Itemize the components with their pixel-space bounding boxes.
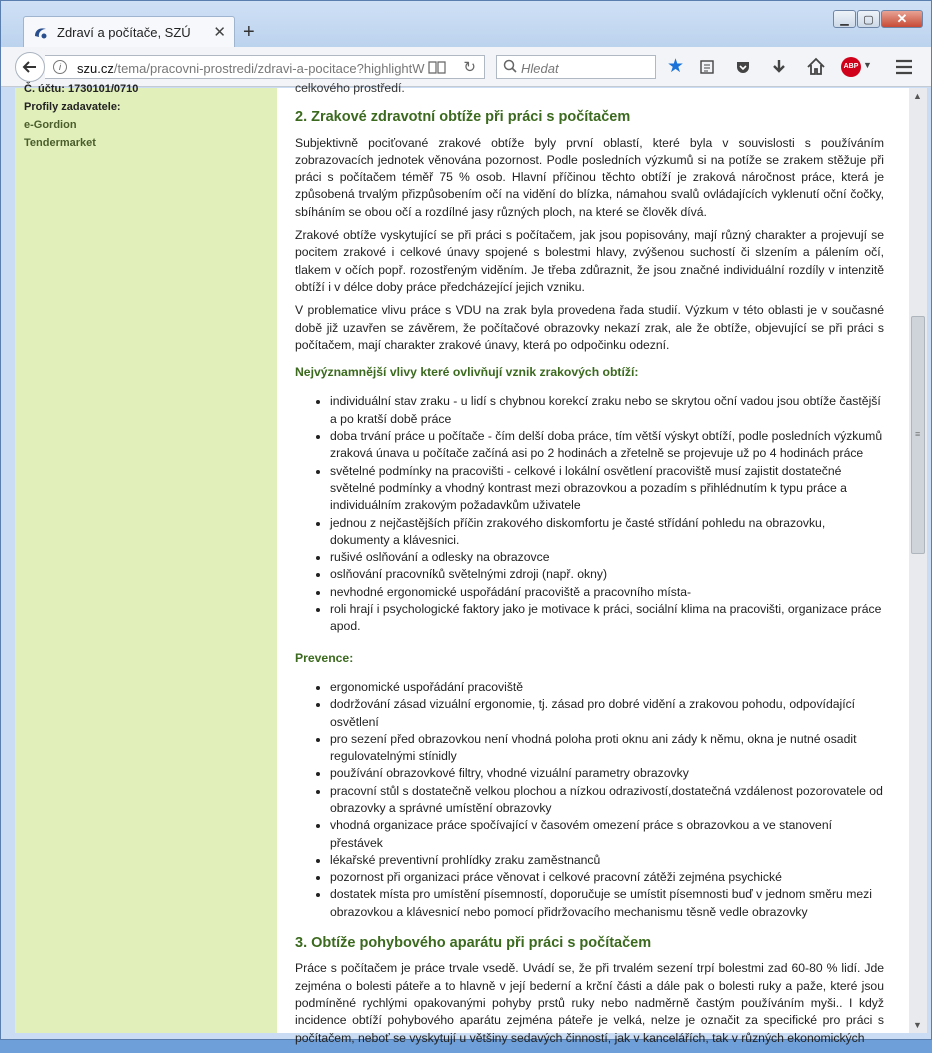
url-bar[interactable]	[45, 55, 485, 79]
web-page	[15, 81, 909, 1045]
list-item: • pozornost při organizaci práce věnovat i celkové pracovní zátěži zejména psychické	[330, 869, 884, 886]
back-button[interactable]	[15, 52, 45, 82]
list-item: • dodržování zásad vizuální ergonomie, tj. zásad pro dobré vidění a zrakovou pohodu, odpovídající osvětlení	[330, 696, 884, 731]
szu-favicon-icon	[33, 25, 49, 41]
sidebar-link-tendermarket[interactable]: Tendermarket	[24, 137, 96, 149]
window-controls	[832, 10, 923, 28]
account-number: Č. účtu: 1730101/0710	[24, 83, 139, 95]
paragraph-1: Subjektivně pociťované zrakové obtíže byly první oblastí, které byla v souvislosti s používáním zobrazovacích jednotek věnována pozornost. Podle posledních výzkumů si na potíže se zrakem stěžuje při práci s počítačem téměř 75 % osob. Hlavní příčinou těchto obtíží je zraková náročnost práce, která je způsobená trvalým přizpůsobením očí na vidění do blízka, námahou svalů ovládajících vyklenutí oční čočky, sbíháním se obou očí a rozdílné jasy různých ploch, na které se člověk dívá.	[295, 135, 884, 219]
scroll-down-icon[interactable]: ▼	[913, 1020, 922, 1030]
download-icon[interactable]	[771, 59, 787, 75]
close-tab-icon[interactable]: ✕	[213, 24, 226, 41]
influences-list	[330, 393, 884, 635]
url-text[interactable]	[77, 61, 425, 76]
list-item: • pro sezení před obrazovkou není vhodná poloha proti oknu ani zády k němu, okna je nutné osadit regulovatelnými stínidly	[330, 731, 884, 766]
list-item: • doba trvání práce u počítače - čím delší doba práce, tím větší výskyt obtíží, podle posledních výzkumů zraková únava u počítače začíná asi po 2 hodinách a zřetelně se projevuje už po 4 hodinách práce	[330, 428, 884, 463]
search-icon	[503, 59, 517, 73]
heading-musculoskeletal: 3. Obtíže pohybového aparátu při práci s počítačem	[295, 935, 652, 952]
minimize-button[interactable]: ▁	[833, 10, 856, 28]
url-path: /tema/pracovni-prostredi/zdravi-a-pocitace?highlightW	[113, 61, 425, 76]
list-item: • pracovní stůl s dostatečně velkou plochou a nízkou odrazivostí,dostatečná vzdálenost pozorovatele od obrazovky a správné umístění obrazovky	[330, 783, 884, 818]
list-item: • roli hrají i psychologické faktory jako je motivace k práci, sociální klima na pracovišti, organizace práce apod.	[330, 601, 884, 636]
bookmark-star-icon[interactable]: ★	[667, 56, 685, 77]
menu-hamburger-icon[interactable]	[895, 59, 913, 75]
cut-off-text: celkového prostředí.	[295, 81, 405, 95]
heading-visual-problems: 2. Zrakové zdravotní obtíže při práci s počítačem	[295, 109, 631, 126]
subheading-influences: Nejvýznamnější vlivy které ovlivňují vznik zrakových obtíží:	[295, 365, 639, 380]
maximize-button[interactable]: ▢	[857, 10, 880, 28]
site-info-icon[interactable]: i	[53, 60, 67, 74]
url-domain: szu.cz	[77, 61, 114, 76]
list-item: • jednou z nejčastějších příčin zrakového diskomfortu je časté střídání pohledu na obrazovku, dokumenty a klávesnici.	[330, 515, 884, 550]
grip-icon: ≡	[915, 429, 921, 439]
new-tab-button[interactable]: +	[243, 21, 255, 43]
list-item: • světelné podmínky na pracovišti - celkové i lokální osvětlení pracoviště musí zajistit dostatečné světelné podmínky a vhodný kontrast mezi obrazovkou a pozadím s přihlédnutím k typu práce a individuálním zrakovým požadavkům uživatele	[330, 463, 884, 515]
home-icon[interactable]	[807, 58, 825, 75]
scrollbar-thumb[interactable]	[911, 316, 925, 554]
list-item: • nevhodné ergonomické uspořádání pracoviště a pracovního místa-	[330, 584, 884, 601]
back-arrow-icon	[22, 59, 38, 75]
tab-active[interactable]	[23, 16, 235, 48]
list-item: • vhodná organizace práce spočívající v časovém omezení práce s obrazovkou a ve stanovení přestávek	[330, 817, 884, 852]
main-content	[295, 80, 884, 1053]
reload-icon[interactable]: ↻	[463, 59, 476, 76]
title-bar	[1, 1, 931, 47]
adblock-icon[interactable]: ABP	[841, 57, 861, 77]
subheading-prevention: Prevence:	[295, 650, 354, 665]
list-item: • ergonomické uspořádání pracoviště	[330, 679, 884, 696]
left-sidebar	[15, 83, 277, 1033]
paragraph-2: Zrakové obtíže vyskytující se při práci s počítačem, jak jsou popisovány, mají různý charakter a projevují se pocitem zrakové i celkové únavy spojené s bolestmi hlavy, zvýšenou suchostí či slzením a pálením očí, tlakem v očích popř. rozostřeným viděním. Je třeba zdůraznit, že jsou značné individuální rozdíly v intenzitě obtíží i v délce doby práce předcházející jejich vzniku.	[295, 228, 884, 294]
sidebar-link-egordion[interactable]: e-Gordion	[24, 119, 77, 131]
search-placeholder: Hledat	[521, 61, 559, 76]
list-item: • používání obrazovkové filtry, vhodné vizuální parametry obrazovky	[330, 765, 884, 782]
tab-title: Zdraví a počítače, SZÚ	[57, 25, 191, 40]
list-item: • oslňování pracovníků světelnými zdroji (např. okny)	[330, 566, 884, 583]
close-window-button[interactable]: ✕	[881, 10, 923, 28]
list-item: • dostatek místa pro umístění písemností, doporučuje se umístit písemnosti buď v jednom směru mezi obrazovkou a klávesnicí nebo pomocí přidržovacího mechanismu těsně vedle obrazovky	[330, 886, 884, 921]
paragraph-3: V problematice vlivu práce s VDU na zrak byla provedena řada studií. Výzkum v této oblasti je v současné době již uzavřen se závěrem, že počítačové obrazovky nekazí zrak, ale že obtíže, objevující se při práci s počítačem, mají charakter zrakové únavy, která po odpočinku odezní.	[295, 303, 884, 352]
vertical-scrollbar[interactable]	[909, 88, 927, 1033]
list-item: • rušivé oslňování a odlesky na obrazovce	[330, 549, 884, 566]
bookmarks-list-icon[interactable]	[699, 59, 715, 75]
reader-view-icon[interactable]	[428, 60, 446, 74]
pocket-icon[interactable]	[735, 59, 751, 75]
list-item: • lékařské preventivní prohlídky zraku zaměstnanců	[330, 852, 884, 869]
profiles-label: Profily zadavatele:	[24, 101, 121, 113]
search-bar[interactable]	[496, 55, 656, 79]
prevention-list	[330, 679, 884, 921]
list-item: • individuální stav zraku - u lidí s chybnou korekcí zraku nebo se skrytou oční vadou jsou obtíže častější a po kratší době práce	[330, 393, 884, 428]
scroll-up-icon[interactable]: ▲	[913, 91, 922, 101]
adblock-dropdown-icon[interactable]: ▼	[863, 60, 872, 70]
paragraph-4: Práce s počítačem je práce trvale vsedě. Uvádí se, že při trvalém sezení trpí bolestmi zad 60-80 % lidí. Jde zejména o bolesti páteře a to hlavně v její bederní a krční části a dále pak o bolesti ruky a paže, které jsou podmíněné rychlými opakovanými pohyby prstů ruky nebo nadměrně častým používáním myši.. I když incidence obtíží pohybového aparátu zejména páteře je velká, nelze je označit za specifické pro práci s počítačem, neboť se vyskytují u většiny sedavých činností, jak v kancelářích, tak v různých ekonomických	[295, 961, 884, 1045]
